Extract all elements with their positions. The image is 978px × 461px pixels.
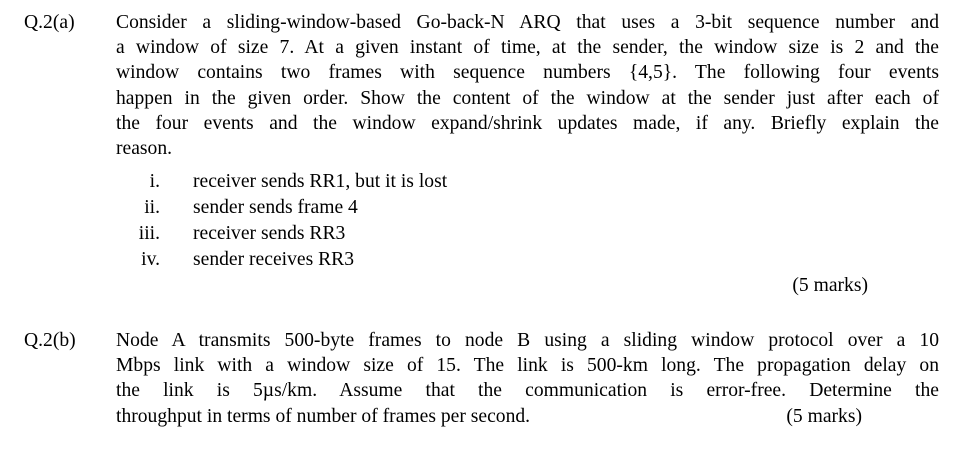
question-number-2a: Q.2(a) xyxy=(24,12,75,33)
question-number-2b: Q.2(b) xyxy=(24,330,76,351)
event-list xyxy=(116,169,616,273)
list-item-text: sender receives RR3 xyxy=(193,249,355,270)
question-2b-text xyxy=(116,328,939,429)
question-2a-text xyxy=(116,10,939,161)
list-item xyxy=(116,221,616,247)
text-line: Consider a sliding-window-based Go-back-N ARQ that uses a 3-bit sequence number and xyxy=(116,12,939,33)
text-line: the four events and the window expand/shrink updates made, if any. Briefly explain the xyxy=(116,112,939,134)
list-item-text: receiver sends RR3 xyxy=(193,223,346,244)
list-item-number: iii. xyxy=(138,223,160,244)
list-item xyxy=(116,247,616,273)
text-line: Mbps link with a window size of 15. The link is 500-km long. The propagation delay on xyxy=(116,355,939,377)
text-line: window contains two frames with sequence numbers {4,5}. The following four events xyxy=(116,62,939,84)
marks-2a: (5 marks) xyxy=(792,275,868,296)
list-item xyxy=(116,195,616,221)
list-item xyxy=(116,169,616,195)
marks-2b: (5 marks) xyxy=(786,405,862,427)
text-line: reason. xyxy=(116,138,173,160)
text-line: throughput in terms of number of frames per second. xyxy=(116,405,531,427)
text-line: a window of size 7. At a given instant of time, at the sender, the window size is 2 and the xyxy=(116,37,939,59)
list-item-number: iv. xyxy=(141,249,160,270)
list-item-number: i. xyxy=(149,171,160,192)
list-item-text: sender sends frame 4 xyxy=(193,197,358,218)
list-item-text: receiver sends RR1, but it is lost xyxy=(193,171,448,192)
text-line: happen in the given order. Show the content of the window at the sender just after each of xyxy=(116,87,939,109)
list-item-number: ii. xyxy=(144,197,160,218)
text-line: Node A transmits 500-byte frames to node B using a sliding window protocol over a 10 xyxy=(116,330,939,351)
last-line-row xyxy=(116,404,862,429)
text-line: the link is 5µs/km. Assume that the communication is error-free. Determine the xyxy=(116,380,939,402)
